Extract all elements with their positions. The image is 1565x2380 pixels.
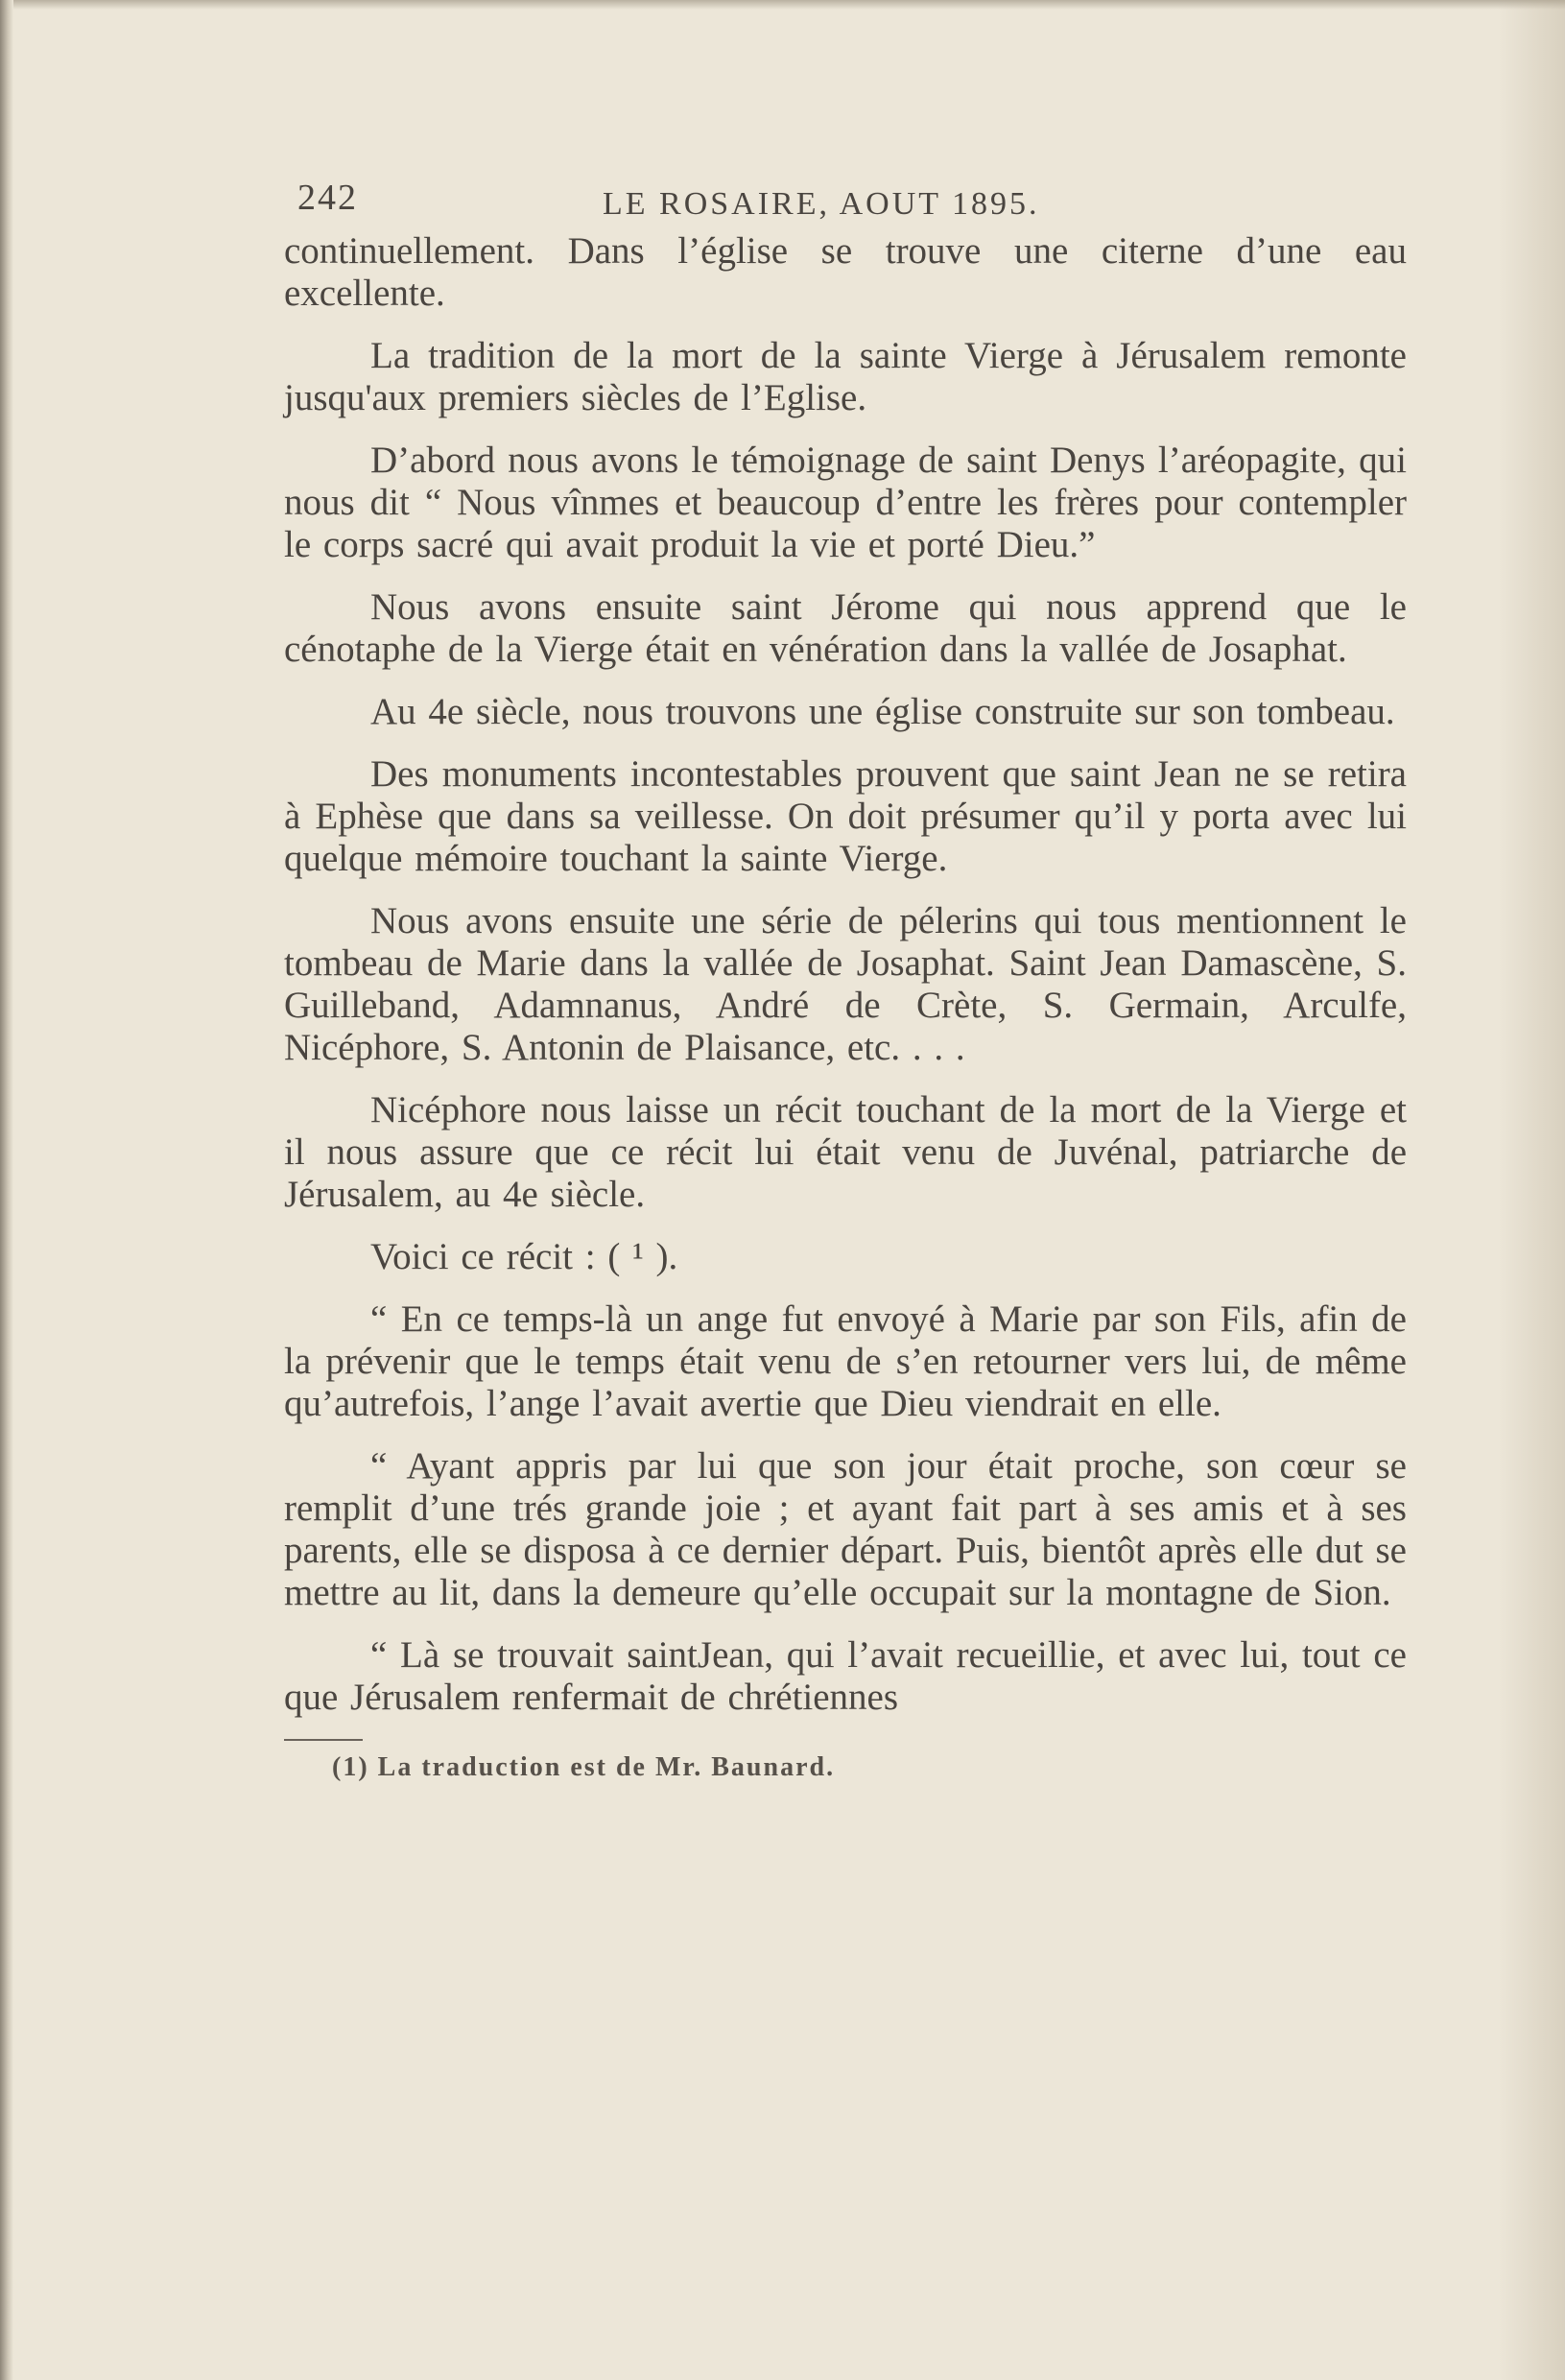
book-page xyxy=(284,173,1407,1783)
paragraph: Nous avons ensuite saint Jérome qui nous apprend que le cénotaphe de la Vierge était en vénération dans la vallée de Josaphat. xyxy=(284,586,1407,670)
body-text xyxy=(284,230,1407,1719)
page-top-edge xyxy=(0,0,1565,10)
paragraph: “ En ce temps-là un ange fut envoyé à Marie par son Fils, afin de la prévenir que le temps était venu de s’en retourner vers lui, de même qu’autrefois, l’ange l’avait avertie que Dieu viendrait en elle. xyxy=(284,1298,1407,1424)
paragraph: Des monuments incontestables prouvent que saint Jean ne se retira à Ephèse que dans sa veillesse. On doit présumer qu’il y porta avec lui quelque mémoire touchant la sainte Vierge. xyxy=(284,753,1407,879)
paragraph: continuellement. Dans l’église se trouve une citerne d’une eau excellente. xyxy=(284,230,1407,314)
page-right-stain xyxy=(1498,0,1565,2380)
paragraph: La tradition de la mort de la sainte Vierge à Jérusalem remonte jusqu'aux premiers siècles de l’Eglise. xyxy=(284,335,1407,418)
paragraph: “ Là se trouvait saintJean, qui l’avait recueillie, et avec lui, tout ce que Jérusalem renfermait de chrétiennes xyxy=(284,1634,1407,1718)
page-binding-edge xyxy=(0,0,13,2380)
footnote: (1) La traduction est de Mr. Baunard. xyxy=(332,1752,836,1782)
paragraph: “ Ayant appris par lui que son jour était proche, son cœur se remplit d’une trés grande joie ; et ayant fait part à ses amis et à ses parents, elle se disposa à ce dernier départ. Puis, bientôt après elle dut se mettre au lit, dans la demeure qu’elle occupait sur la montagne de Sion. xyxy=(284,1445,1407,1613)
paragraph: Au 4e siècle, nous trouvons une église construite sur son tombeau. xyxy=(370,691,1395,732)
paragraph: D’abord nous avons le témoignage de saint Denys l’aréopagite, qui nous dit “ Nous vînmes et beaucoup d’entre les frères pour contempler le corps sacré qui avait produit la vie et porté Dieu.” xyxy=(284,440,1407,565)
journal-title: LE ROSAIRE, AOUT 1895. xyxy=(603,186,1040,222)
paragraph: Voici ce récit : ( ¹ ). xyxy=(370,1236,678,1277)
paragraph: Nous avons ensuite une série de pélerins qui tous mentionnent le tombeau de Marie dans la vallée de Josaphat. Saint Jean Damascène, S. Guilleband, Adamnanus, André de Crète, S. Germain, Arculfe, Nicéphore, S. Antonin de Plaisance, etc. . . . xyxy=(284,900,1407,1068)
paragraph: Nicéphore nous laisse un récit touchant de la mort de la Vierge et il nous assure que ce récit lui était venu de Juvénal, patriarche de Jérusalem, au 4e siècle. xyxy=(284,1089,1407,1215)
footnote-rule xyxy=(284,1739,363,1741)
running-head xyxy=(284,173,1407,230)
page-number: 242 xyxy=(297,178,358,218)
